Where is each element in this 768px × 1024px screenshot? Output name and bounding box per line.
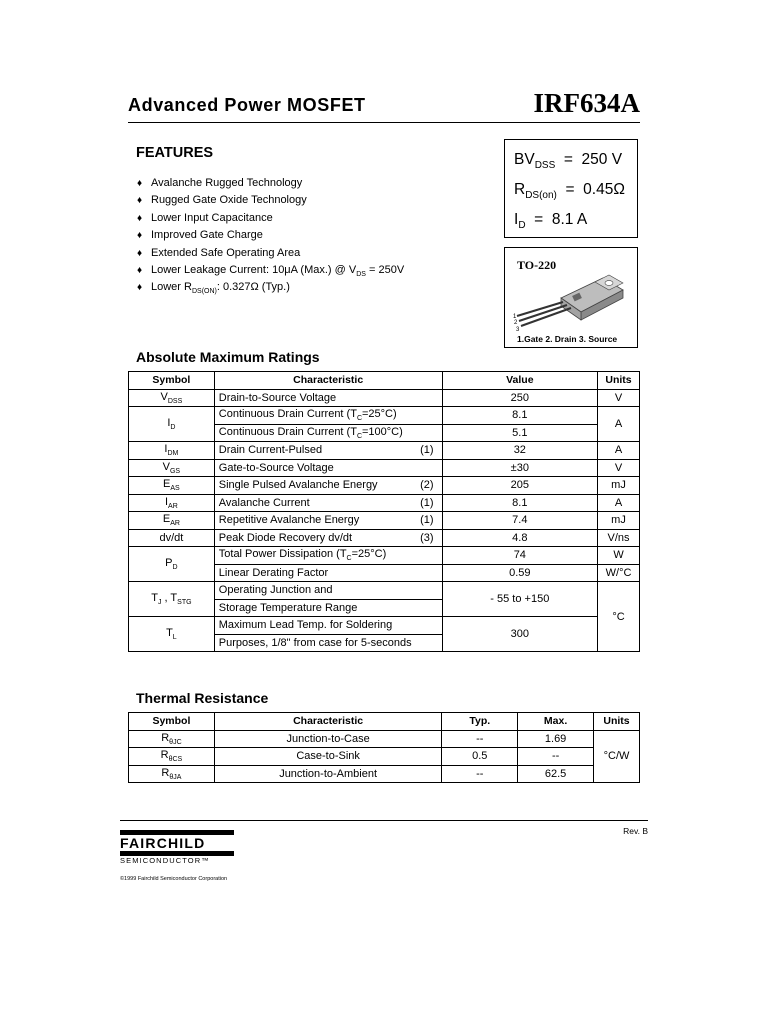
diamond-bullet-icon: ♦ xyxy=(137,264,143,276)
symbol-cell: $R_{\theta CS}$ xyxy=(129,748,215,766)
diamond-bullet-icon: ♦ xyxy=(137,247,143,259)
value-cell: 0.59 xyxy=(442,564,597,582)
col-header: Units xyxy=(598,372,640,390)
table-row xyxy=(129,389,640,407)
characteristic-cell: Drain-to-Source Voltage xyxy=(214,389,442,407)
unit-cell: mJ xyxy=(598,477,640,495)
thermal-table xyxy=(128,712,640,783)
table-row xyxy=(129,529,640,547)
table-row xyxy=(129,765,640,783)
table-header-row xyxy=(129,372,640,390)
logo-wordmark: FAIRCHILD xyxy=(120,835,206,851)
table-row xyxy=(129,748,640,766)
pin-legend: 1.Gate 2. Drain 3. Source xyxy=(517,334,618,344)
pin-label-2: 2 xyxy=(514,320,518,326)
table-row xyxy=(129,547,640,565)
value-cell: 74 xyxy=(442,547,597,565)
characteristic-cell: Peak Diode Recovery dv/dt (3) xyxy=(214,529,442,547)
package-box xyxy=(504,247,638,348)
characteristic-cell: Storage Temperature Range xyxy=(214,599,442,617)
symbol-cell: $I_{DM}$ xyxy=(129,442,215,460)
package-name: TO-220 xyxy=(517,258,557,272)
symbol-cell: $V_{DSS}$ xyxy=(129,389,215,407)
symbol-cell: $I_{AR}$ xyxy=(129,494,215,512)
unit-cell: V xyxy=(598,389,640,407)
max-cell: 62.5 xyxy=(518,765,594,783)
value-cell: 8.1 xyxy=(442,407,597,425)
symbol-cell: $T_J$ , $T_{STG}$ xyxy=(129,582,215,617)
unit-cell: °C xyxy=(598,582,640,652)
table-row xyxy=(129,442,640,460)
feature-item: ♦ Rugged Gate Oxide Technology xyxy=(137,192,404,209)
table-row xyxy=(129,459,640,477)
table-row xyxy=(129,407,640,425)
characteristic-cell: Avalanche Current (1) xyxy=(214,494,442,512)
spec-id: $I_D = 8.1$ A xyxy=(514,211,588,232)
header-rule xyxy=(128,122,640,123)
feature-item-leakage: ♦ Lower Leakage Current: 10μA (Max.) @ $V_{DS} = 250V$ xyxy=(137,263,405,279)
characteristic-cell: Continuous Drain Current $(T_C=100^\circ C)$ xyxy=(214,424,442,442)
unit-cell: V xyxy=(598,459,640,477)
typ-cell: -- xyxy=(442,730,518,748)
characteristic-cell: Continuous Drain Current $(T_C=25^\circ C)$ xyxy=(214,407,442,425)
characteristic-cell: Junction-to-Case xyxy=(214,730,442,748)
symbol-cell: $E_{AR}$ xyxy=(129,512,215,530)
symbol-cell: dv/dt xyxy=(129,529,215,547)
abs-max-table xyxy=(128,371,640,652)
diamond-bullet-icon: ♦ xyxy=(137,230,143,242)
col-header: Characteristic xyxy=(214,713,442,731)
col-header: Value xyxy=(442,372,597,390)
unit-cell: A xyxy=(598,442,640,460)
value-cell: 250 xyxy=(442,389,597,407)
diamond-bullet-icon: ♦ xyxy=(137,195,143,207)
symbol-cell: $T_L$ xyxy=(129,617,215,652)
document-title: Advanced Power MOSFET xyxy=(128,95,366,115)
unit-cell: W xyxy=(598,547,640,565)
value-cell: 32 xyxy=(442,442,597,460)
value-cell: 300 xyxy=(442,617,597,652)
logo-subtitle: SEMICONDUCTOR™ xyxy=(120,856,210,865)
symbol-cell: $R_{\theta JA}$ xyxy=(129,765,215,783)
unit-cell: °C/W xyxy=(594,730,640,783)
feature-item: ♦ Lower Input Capacitance xyxy=(137,210,404,227)
copyright-text: ©1999 Fairchild Semiconductor Corporation xyxy=(120,876,228,882)
symbol-cell: $V_{GS}$ xyxy=(129,459,215,477)
pin-label-1: 1 xyxy=(513,314,517,320)
typ-cell: 0.5 xyxy=(442,748,518,766)
unit-cell: V/ns xyxy=(598,529,640,547)
col-header: Typ. xyxy=(442,713,518,731)
typ-cell: -- xyxy=(442,765,518,783)
unit-cell: mJ xyxy=(598,512,640,530)
characteristic-cell: Operating Junction and xyxy=(214,582,442,600)
characteristic-cell: Purposes, 1/8" from case for 5-seconds xyxy=(214,634,442,652)
feature-item: ♦ Avalanche Rugged Technology xyxy=(137,175,404,192)
col-header: Max. xyxy=(518,713,594,731)
value-cell: - 55 to +150 xyxy=(442,582,597,617)
value-cell: 5.1 xyxy=(442,424,597,442)
value-cell: 8.1 xyxy=(442,494,597,512)
fairchild-logo xyxy=(120,830,234,866)
feature-item: ♦ Improved Gate Charge xyxy=(137,227,404,244)
value-cell: ±30 xyxy=(442,459,597,477)
table-row xyxy=(129,494,640,512)
table-header-row xyxy=(129,713,640,731)
key-specs-box xyxy=(504,139,638,238)
value-cell: 205 xyxy=(442,477,597,495)
characteristic-cell: Total Power Dissipation $(T_C=25^\circ C)$ xyxy=(214,547,442,565)
diamond-bullet-icon: ♦ xyxy=(137,282,143,294)
col-header: Symbol xyxy=(129,713,215,731)
spec-bvdss: $BV_{DSS} = 250$ V xyxy=(514,151,623,172)
features-list xyxy=(137,175,404,297)
characteristic-cell: Linear Derating Factor xyxy=(214,564,442,582)
revision-label: Rev. B xyxy=(623,826,648,836)
feature-item-rds: ♦ Lower $R_{DS(ON)}$: 0.327Ω (Typ.) xyxy=(137,281,290,296)
features-heading: FEATURES xyxy=(136,145,214,161)
unit-cell: A xyxy=(598,494,640,512)
symbol-cell: $R_{\theta JC}$ xyxy=(129,730,215,748)
part-number: IRF634A xyxy=(533,88,640,118)
unit-cell: A xyxy=(598,407,640,442)
characteristic-cell: Drain Current-Pulsed (1) xyxy=(214,442,442,460)
symbol-cell: $P_D$ xyxy=(129,547,215,582)
value-cell: 7.4 xyxy=(442,512,597,530)
thermal-heading: Thermal Resistance xyxy=(136,690,269,706)
characteristic-cell: Single Pulsed Avalanche Energy (2) xyxy=(214,477,442,495)
col-header: Units xyxy=(594,713,640,731)
table-row xyxy=(129,730,640,748)
max-cell: -- xyxy=(518,748,594,766)
max-cell: 1.69 xyxy=(518,730,594,748)
diamond-bullet-icon: ♦ xyxy=(137,178,143,189)
characteristic-cell: Case-to-Sink xyxy=(214,748,442,766)
characteristic-cell: Junction-to-Ambient xyxy=(214,765,442,783)
footer-rule xyxy=(120,820,648,821)
to220-package-icon xyxy=(511,268,633,334)
characteristic-cell: Maximum Lead Temp. for Soldering xyxy=(214,617,442,635)
col-header: Symbol xyxy=(129,372,215,390)
spec-rdson: $R_{DS(on)} = 0.45\Omega$ xyxy=(514,181,625,202)
value-cell: 4.8 xyxy=(442,529,597,547)
diamond-bullet-icon: ♦ xyxy=(137,212,143,224)
symbol-cell: $I_D$ xyxy=(129,407,215,442)
characteristic-cell: Repetitive Avalanche Energy (1) xyxy=(214,512,442,530)
table-row xyxy=(129,582,640,600)
unit-cell: W/°C xyxy=(598,564,640,582)
pin-label-3: 3 xyxy=(516,327,520,333)
abs-max-heading: Absolute Maximum Ratings xyxy=(136,349,320,365)
table-row xyxy=(129,617,640,635)
feature-item: ♦ Extended Safe Operating Area xyxy=(137,245,404,262)
characteristic-cell: Gate-to-Source Voltage xyxy=(214,459,442,477)
table-row xyxy=(129,477,640,495)
table-row xyxy=(129,512,640,530)
col-header: Characteristic xyxy=(214,372,442,390)
symbol-cell: $E_{AS}$ xyxy=(129,477,215,495)
